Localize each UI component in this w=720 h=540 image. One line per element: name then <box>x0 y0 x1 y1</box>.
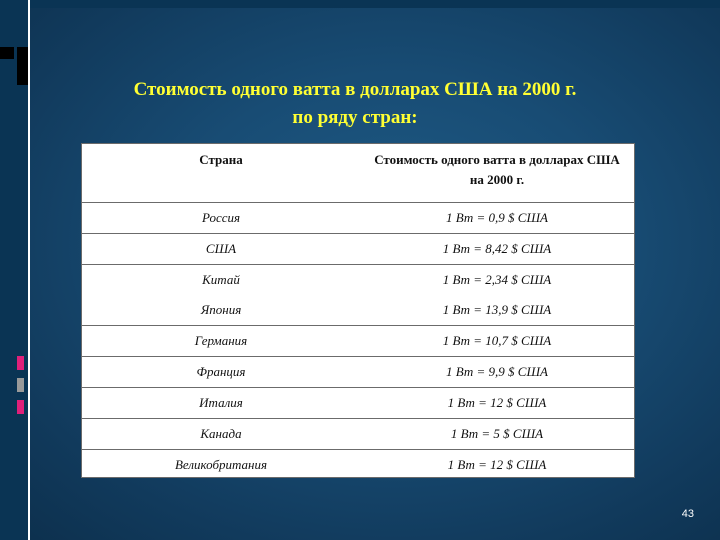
slide-title <box>40 76 670 132</box>
cell-cost: 1 Вт = 8,42 $ США <box>360 233 634 264</box>
header-cost: Стоимость одного ватта в долларах США на 2000 г. <box>360 144 634 202</box>
table-row <box>82 387 634 418</box>
cell-country: Германия <box>82 325 360 356</box>
header-country: Страна <box>82 144 360 202</box>
cell-country <box>82 264 360 325</box>
cell-country-line: Китай <box>202 271 240 287</box>
black-accent-bar <box>17 47 28 85</box>
top-band <box>0 0 720 8</box>
cell-country: США <box>82 233 360 264</box>
cell-cost <box>360 264 634 325</box>
table-row <box>82 449 634 480</box>
title-line-1: Стоимость одного ватта в долларах США на 2000 г. <box>133 79 577 100</box>
table-row <box>82 418 634 449</box>
deco-square-pink <box>17 356 24 370</box>
table-row <box>82 356 634 387</box>
cell-cost: 1 Вт = 0,9 $ США <box>360 202 634 233</box>
cell-country: Великобритания <box>174 456 268 472</box>
page-number: 43 <box>681 508 694 520</box>
cell-cost-line: 1 Вт = 13,9 $ США <box>442 301 552 317</box>
cost-table-container <box>81 143 635 478</box>
cell-country: Франция <box>82 356 360 387</box>
table-row <box>82 264 634 325</box>
deco-square-pink <box>17 400 24 414</box>
cell-country: Россия <box>82 202 360 233</box>
cell-cost: 1 Вт = 12 $ США <box>360 387 634 418</box>
cost-table <box>82 144 634 480</box>
table-row <box>82 233 634 264</box>
title-line-2: по ряду стран: <box>292 107 418 128</box>
table-row <box>82 325 634 356</box>
left-divider <box>28 0 30 540</box>
cell-cost: 1 Вт = 10,7 $ США <box>360 325 634 356</box>
cell-cost: 1 Вт = 12 $ США <box>447 456 547 472</box>
cell-country-line: Япония <box>200 301 242 317</box>
cell-cost-line: 1 Вт = 2,34 $ США <box>442 271 552 287</box>
table-row <box>82 202 634 233</box>
cell-cost: 1 Вт = 5 $ США <box>360 418 634 449</box>
deco-square-gray <box>17 378 24 392</box>
cell-country: Канада <box>82 418 360 449</box>
black-accent-block <box>0 47 14 59</box>
cell-cost: 1 Вт = 9,9 $ США <box>360 356 634 387</box>
cell-country: Италия <box>82 387 360 418</box>
table-header-row <box>82 144 634 202</box>
